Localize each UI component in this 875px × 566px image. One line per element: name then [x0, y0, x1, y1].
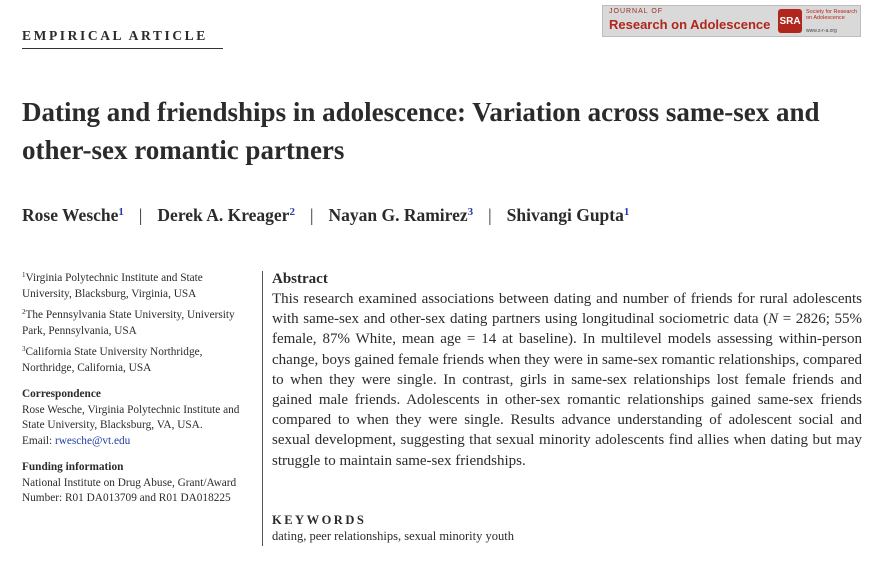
correspondence-email-line: [22, 434, 254, 450]
journal-logo: [602, 5, 861, 37]
keywords-heading: KEYWORDS: [272, 513, 367, 527]
affiliation-number: 1: [22, 271, 26, 279]
affiliation: [22, 342, 254, 376]
journal-name: Research on Adolescence: [609, 17, 771, 32]
abstract-text-part: This research examined associations between dating and number of friends for rural adolescents with same-sex and other-sex dating partners using longitudinal sociometric data (: [272, 291, 862, 328]
author-affiliation-mark[interactable]: 2: [289, 206, 295, 218]
section-rule: [22, 48, 223, 49]
author-affiliation-mark[interactable]: 1: [118, 206, 124, 218]
abstract-heading: Abstract: [272, 271, 328, 287]
affiliation: [22, 268, 254, 302]
author-list: [22, 205, 629, 226]
affiliation-number: 2: [22, 308, 26, 316]
article-metadata: [22, 268, 254, 507]
email-link[interactable]: rwesche@vt.edu: [54, 434, 131, 447]
abstract-text-part: = 2826; 55% female, 87% White, mean age = 14 at baseline). In multilevel models assessing within-person change, boys gained female friends when they were in same-sex romantic relationships, compared to when they were single. In contrast, girls in same-sex relationships lost female friends and gained male friends. Adolescents in other-sex romantic relationships gained same-sex friends compared to when they were single. Results advance understanding of adolescent social and sexual development, suggesting that sexual minority adolescents find allies when dating but may struggle to maintain same-sex friendships.: [272, 311, 862, 469]
affiliation-text: California State University Northridge, Northridge, California, USA: [22, 346, 203, 374]
abstract-n-label: N: [768, 311, 779, 328]
affiliation-text: The Pennsylvania State University, University Park, Pennsylvania, USA: [22, 309, 235, 337]
author-separator: |: [309, 205, 314, 225]
society-name: Society for Research on Adolescence: [806, 9, 858, 22]
author-name[interactable]: Derek A. Kreager: [157, 205, 290, 225]
affiliation-number: 3: [22, 345, 26, 353]
affiliation-text: Virginia Polytechnic Institute and State University, Blacksburg, Virginia, USA: [22, 272, 203, 300]
author-affiliation-mark[interactable]: 3: [467, 206, 474, 218]
column-divider: [262, 271, 263, 546]
journal-small-label: JOURNAL OF: [609, 8, 664, 15]
author-name[interactable]: Shivangi Gupta: [506, 205, 624, 225]
article-title: Dating and friendships in adolescence: Variation across same-sex and other-sex romantic partners: [22, 97, 820, 165]
funding-heading: Funding information: [22, 461, 124, 473]
abstract-body: [272, 289, 862, 471]
society-url: www.s-r-a.org: [806, 28, 837, 34]
affiliation: [22, 305, 254, 339]
author-name[interactable]: Rose Wesche: [22, 205, 119, 225]
email-label: Email:: [22, 434, 55, 447]
section-label: EMPIRICAL ARTICLE: [22, 28, 208, 43]
keywords-list: dating, peer relationships, sexual minority youth: [272, 529, 514, 543]
author-separator: |: [138, 205, 143, 225]
funding-text: National Institute on Drug Abuse, Grant/Award Number: R01 DA013709 and R01 DA018225: [22, 476, 237, 504]
abstract: [272, 270, 862, 471]
correspondence-heading: Correspondence: [22, 388, 101, 400]
author-name[interactable]: Nayan G. Ramirez: [328, 205, 468, 225]
author-separator: |: [488, 205, 492, 225]
society-logo-icon: SRA: [778, 9, 802, 33]
correspondence-text: Rose Wesche, Virginia Polytechnic Institute and State University, Blacksburg, VA, USA.: [22, 403, 240, 431]
author-affiliation-mark[interactable]: 1: [623, 206, 630, 218]
